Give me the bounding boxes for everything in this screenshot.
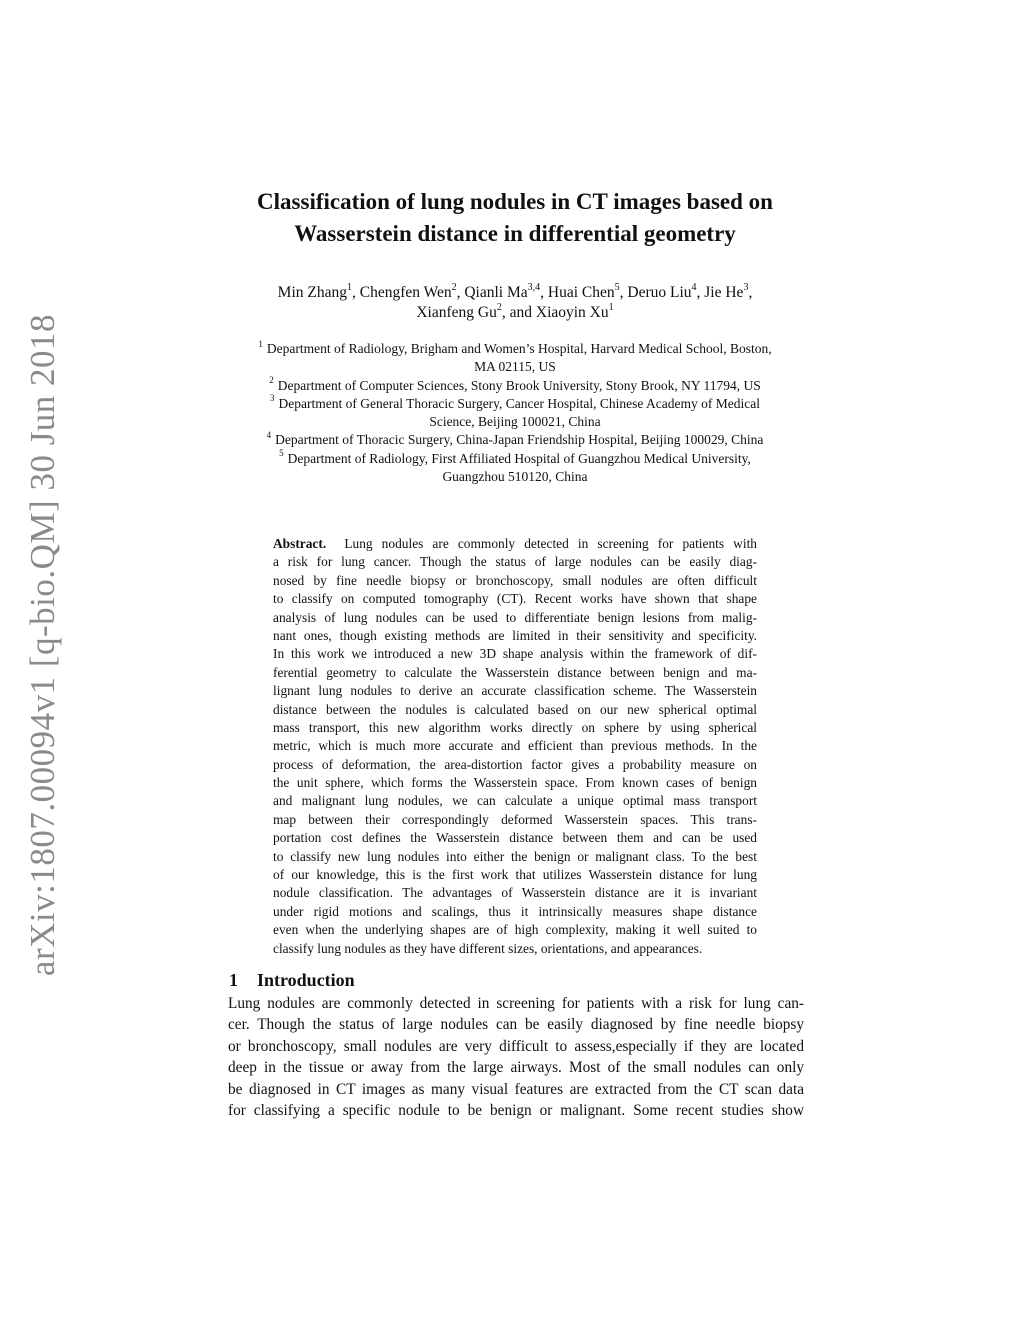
affiliation-number: 3 — [270, 393, 275, 404]
affiliation-5-line-1 — [215, 450, 815, 468]
paper-title — [200, 186, 830, 250]
author-separator: , — [351, 284, 360, 301]
author-affil-sup: 1 — [346, 281, 352, 293]
section-heading-introduction — [229, 970, 355, 991]
author-name: Deruo Liu — [627, 284, 692, 301]
abstract-line: to classify on computed tomography (CT). Recent works have shown that shape — [273, 591, 757, 607]
abstract-line: even when the underlying shapes are of high complexity, making it well suited to — [273, 922, 757, 938]
author-line-1 — [200, 283, 830, 303]
abstract-line: a risk for lung cancer. Though the status of large nodules can be easily diag- — [273, 554, 757, 570]
abstract-line: and malignant lung nodules, we can calculate a unique optimal mass transport — [273, 793, 757, 809]
author-name: Chengfen Wen — [359, 284, 452, 301]
abstract-line: nosed by fine needle biopsy or bronchoscopy, small nodules are often difficult — [273, 572, 757, 588]
author-separator: , — [748, 284, 753, 301]
affiliation-4-line-1 — [215, 431, 815, 449]
affiliation-number: 5 — [279, 448, 284, 459]
intro-line: Lung nodules are commonly detected in screening for patients with a risk for lung can- — [228, 995, 804, 1012]
affiliation-5-line-2: Guangzhou 510120, China — [442, 469, 588, 485]
abstract-line: the unit sphere, which forms the Wasserstein space. From known cases of benign — [273, 775, 757, 791]
author-name: Jie He — [704, 284, 744, 301]
author-affil-sup: 4 — [691, 281, 697, 293]
abstract-line: In this work we introduced a new 3D shape analysis within the framework of dif- — [273, 646, 757, 662]
affiliation-text: Department of Radiology, Brigham and Women’s Hospital, Harvard Medical School, Boston, — [266, 341, 772, 356]
author-name: Xianfeng Gu — [416, 304, 497, 321]
abstract-line: portation cost defines the Wasserstein distance between them and can be used — [273, 830, 757, 846]
affiliation-number: 4 — [266, 429, 272, 440]
abstract-line: nant ones, though existing methods are limited in their sensitivity and specificity. — [273, 627, 757, 643]
affiliation-1-line-2: MA 02115, US — [474, 359, 556, 375]
author-name: Min Zhang — [277, 284, 347, 301]
author-separator: , — [619, 284, 628, 301]
author-separator: , — [456, 284, 465, 301]
abstract-label: Abstract. — [273, 536, 327, 551]
abstract-line: nodule classification. The advantages of Wasserstein distance are it is invariant — [273, 885, 757, 901]
affiliation-3-line-1 — [215, 395, 815, 413]
affiliation-number: 2 — [269, 375, 274, 386]
author-affil-sup: 2 — [496, 301, 502, 313]
author-affil-sup: 3 — [743, 281, 749, 293]
affiliation-2-line-1 — [215, 377, 815, 395]
affiliation-text: Department of Thoracic Surgery, China-Japan Friendship Hospital, Beijing 100029, China — [275, 432, 764, 448]
intro-line: for classifying a specific nodule to be benign or malignant. Some recent studies show — [228, 1101, 804, 1119]
section-number: 1 — [229, 970, 238, 990]
author-affil-sup: 5 — [614, 281, 620, 293]
arxiv-identifier-stamp: arXiv:1807.00094v1 [q-bio.QM] 30 Jun 2018 — [23, 313, 62, 977]
title-line-1: Classification of lung nodules in CT images based on — [257, 189, 773, 214]
abstract-line: map between their correspondingly deformed Wasserstein spaces. This trans- — [273, 811, 757, 827]
affiliation-text: Department of General Thoracic Surgery, Cancer Hospital, Chinese Academy of Medical — [278, 395, 760, 411]
affiliation-number: 1 — [258, 338, 263, 349]
affiliation-text: Department of Computer Sciences, Stony Brook University, Stony Brook, NY 11794, US — [277, 377, 761, 393]
author-name: Xiaoyin Xu — [535, 304, 609, 321]
abstract-line: of our knowledge, this is the first work that utilizes Wasserstein distance for lung — [273, 867, 757, 883]
abstract-line: ferential geometry to calculate the Wasserstein distance between benign and ma- — [273, 664, 757, 680]
abstract-line: Abstract. Lung nodules are commonly detected in screening for patients with — [273, 536, 757, 551]
author-list — [200, 283, 830, 323]
author-separator: , and — [501, 304, 536, 321]
abstract-line: metric, which is much more accurate and efficient than previous methods. In the — [273, 738, 757, 754]
intro-line: cer. Though the status of large nodules can be easily diagnosed by fine needle biopsy — [228, 1016, 804, 1034]
title-line-2: Wasserstein distance in differential geometry — [294, 221, 736, 246]
author-affil-sup: 3,4 — [527, 281, 541, 293]
author-affil-sup: 2 — [451, 281, 457, 293]
author-line-2 — [200, 303, 830, 323]
section-title: Introduction — [257, 970, 355, 990]
abstract-line: analysis of lung nodules can be used to differentiate benign lesions from malig- — [273, 609, 757, 625]
author-name: Qianli Ma — [464, 284, 528, 301]
introduction-body — [228, 993, 804, 1121]
author-name: Huai Chen — [547, 284, 615, 301]
abstract-line: mass transport, this new algorithm works directly on sphere by using spherical — [273, 719, 757, 735]
author-separator: , — [540, 284, 548, 301]
affiliation-text: Department of Radiology, First Affiliated Hospital of Guangzhou Medical University, — [287, 450, 751, 466]
abstract-line: to classify new lung nodules into either the benign or malignant class. To the best — [273, 848, 757, 864]
abstract-block — [273, 535, 757, 958]
intro-line: be diagnosed in CT images as many visual features are extracted from the CT scan data — [228, 1080, 804, 1098]
author-affil-sup: 1 — [608, 301, 614, 313]
abstract-line: lignant lung nodules to derive an accurate classification scheme. The Wasserstein — [273, 683, 757, 699]
abstract-line: classify lung nodules as they have different sizes, orientations, and appearances. — [273, 940, 703, 956]
intro-line: deep in the tissue or away from the large airways. Most of the small nodules can only — [228, 1059, 804, 1077]
abstract-line: process of deformation, the area-distortion factor gives a probability measure on — [273, 756, 757, 772]
affiliation-list — [215, 340, 815, 486]
affiliation-3-line-2: Science, Beijing 100021, China — [429, 414, 601, 430]
abstract-line: distance between the nodules is calculated based on our new spherical optimal — [273, 701, 757, 717]
author-separator: , — [696, 284, 705, 301]
abstract-line: under rigid motions and scalings, thus it intrinsically measures shape distance — [273, 903, 757, 919]
affiliation-1-line-1 — [215, 340, 815, 358]
intro-line: or bronchoscopy, small nodules are very difficult to assess,especially if they are located — [228, 1037, 804, 1055]
